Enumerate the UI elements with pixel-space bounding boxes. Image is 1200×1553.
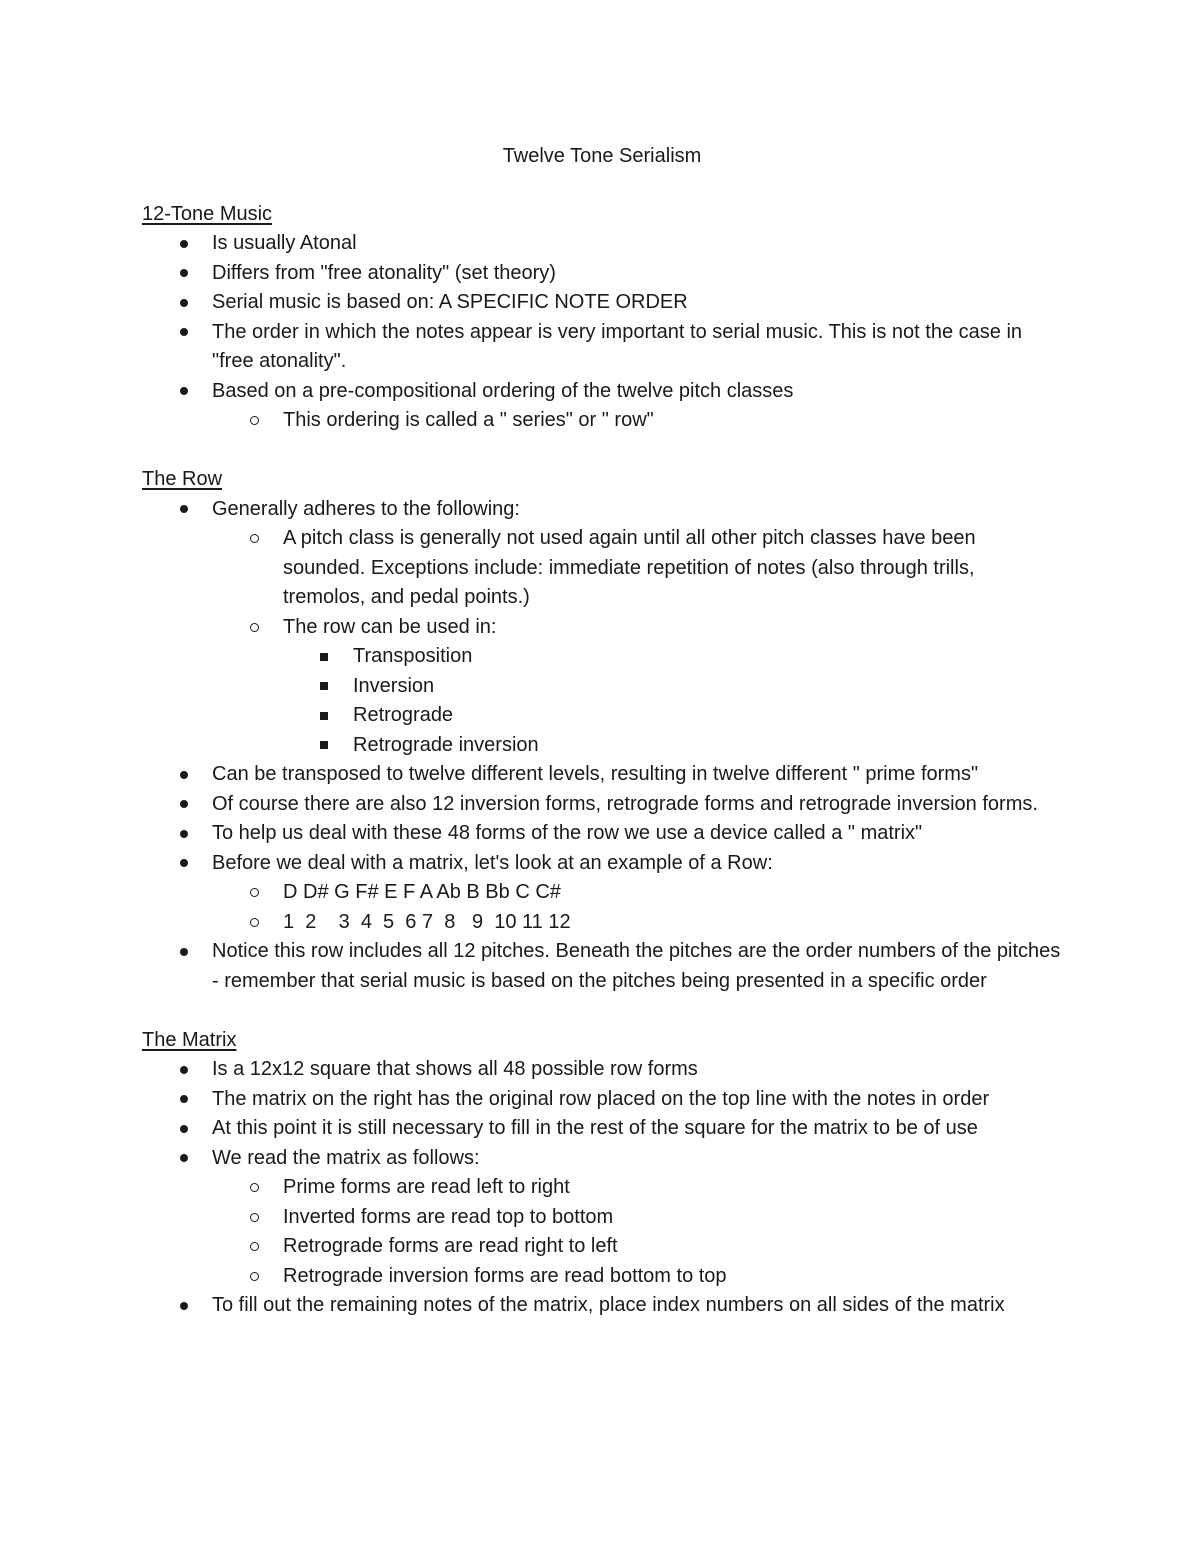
list-item xyxy=(142,1203,1062,1233)
list-item xyxy=(142,849,1062,879)
list-item-text: Notice this row includes all 12 pitches. Beneath the pitches are the order numbers of the pitches - remember that serial music is based on the pitches being presented in a specific order xyxy=(212,940,1066,992)
list-item xyxy=(142,1291,1062,1321)
list-item xyxy=(142,613,1062,643)
bullet-circle-icon xyxy=(246,1203,262,1233)
section xyxy=(142,1026,1062,1321)
bullet-list xyxy=(142,1055,1062,1321)
bullet-dot-icon xyxy=(176,819,192,849)
list-item xyxy=(142,406,1062,436)
bullet-dot-icon xyxy=(176,1085,192,1115)
list-item-text: A pitch class is generally not used again until all other pitch classes have been sounded. Exceptions include: immediate repetition of notes (also through trills, tremolos, and pedal points.) xyxy=(283,527,982,608)
list-item xyxy=(142,642,1062,672)
bullet-dot-icon xyxy=(176,377,192,407)
section-heading: The Row xyxy=(142,468,223,490)
list-item-text: The row can be used in: xyxy=(283,615,497,638)
section xyxy=(142,465,1066,996)
bullet-dot-icon xyxy=(176,1291,192,1321)
list-item-text: Transposition xyxy=(353,645,473,667)
list-item xyxy=(142,1114,1062,1144)
bullet-circle-icon xyxy=(246,908,262,938)
list-item xyxy=(142,318,1062,377)
bullet-dot-icon xyxy=(176,849,192,879)
list-item-text: The order in which the notes appear is very important to serial music. This is not the case in "free atonality". xyxy=(212,320,1028,372)
bullet-square-icon xyxy=(316,672,332,702)
list-item xyxy=(142,1173,1062,1203)
list-item-text: Prime forms are read left to right xyxy=(283,1176,570,1198)
bullet-dot-icon xyxy=(176,259,192,289)
section-heading: The Matrix xyxy=(142,1028,237,1051)
bullet-circle-icon xyxy=(246,878,262,908)
section-heading: 12-Tone Music xyxy=(142,202,273,225)
document-page xyxy=(142,142,1066,1350)
list-item-text: 1 2 3 4 5 6 7 8 9 10 11 12 xyxy=(283,910,571,933)
document-title: Twelve Tone Serialism xyxy=(502,145,702,167)
bullet-square-icon xyxy=(316,642,332,672)
list-item xyxy=(142,229,1062,259)
list-item-text: This ordering is called a " series" or " row" xyxy=(283,409,654,431)
list-item-text: Differs from "free atonality" (set theory) xyxy=(212,261,556,284)
list-item-text: We read the matrix as follows: xyxy=(212,1146,480,1169)
document-body xyxy=(142,200,1066,1321)
list-item xyxy=(142,1085,1062,1115)
list-item xyxy=(142,819,1062,849)
list-item xyxy=(142,1055,1062,1085)
list-item xyxy=(142,1232,1062,1262)
list-item-text: Is usually Atonal xyxy=(212,232,357,254)
bullet-list xyxy=(142,495,1066,997)
list-item xyxy=(142,731,1062,761)
bullet-dot-icon xyxy=(176,229,192,259)
bullet-circle-icon xyxy=(246,1232,262,1262)
list-item xyxy=(142,1262,1062,1292)
list-item-text: To help us deal with these 48 forms of the row we use a device called a " matrix" xyxy=(212,822,923,844)
list-item-text: Before we deal with a matrix, let's look at an example of a Row: xyxy=(212,851,773,874)
list-item xyxy=(142,937,1066,996)
list-item-text: D D# G F# E F A Ab B Bb C C# xyxy=(283,881,561,903)
list-item xyxy=(142,377,1062,407)
section xyxy=(142,200,1062,436)
bullet-dot-icon xyxy=(176,937,192,967)
bullet-circle-icon xyxy=(246,1173,262,1203)
bullet-dot-icon xyxy=(176,1114,192,1144)
bullet-dot-icon xyxy=(176,288,192,318)
bullet-square-icon xyxy=(316,731,332,761)
bullet-circle-icon xyxy=(246,406,262,436)
list-item-text: Serial music is based on: A SPECIFIC NOTE ORDER xyxy=(212,291,688,313)
list-item-text: Retrograde inversion forms are read bottom to top xyxy=(283,1264,727,1287)
list-item-text: Of course there are also 12 inversion forms, retrograde forms and retrograde inversion forms. xyxy=(212,792,1038,815)
list-item xyxy=(142,495,1062,525)
list-item xyxy=(142,1144,1062,1174)
list-item-text: Retrograde inversion xyxy=(353,733,539,756)
bullet-square-icon xyxy=(316,701,332,731)
list-item xyxy=(142,672,1062,702)
list-item-text: Inverted forms are read top to bottom xyxy=(283,1205,614,1228)
list-item-text: Generally adheres to the following: xyxy=(212,497,520,520)
list-item-text: Based on a pre-compositional ordering of the twelve pitch classes xyxy=(212,379,794,402)
list-item xyxy=(142,878,1062,908)
list-item xyxy=(142,524,1062,613)
list-item-text: Can be transposed to twelve different levels, resulting in twelve different " prime forms" xyxy=(212,763,979,785)
list-item-text: Retrograde xyxy=(353,704,454,726)
bullet-circle-icon xyxy=(246,524,262,554)
bullet-dot-icon xyxy=(176,318,192,348)
bullet-dot-icon xyxy=(176,1055,192,1085)
list-item xyxy=(142,288,1062,318)
list-item-text: To fill out the remaining notes of the matrix, place index numbers on all sides of the matrix xyxy=(212,1294,1005,1316)
bullet-circle-icon xyxy=(246,1262,262,1292)
list-item-text: At this point it is still necessary to fill in the rest of the square for the matrix to be of use xyxy=(212,1117,978,1139)
bullet-circle-icon xyxy=(246,613,262,643)
list-item xyxy=(142,701,1062,731)
bullet-dot-icon xyxy=(176,790,192,820)
list-item-text: The matrix on the right has the original row placed on the top line with the notes in order xyxy=(212,1087,990,1110)
bullet-dot-icon xyxy=(176,1144,192,1174)
bullet-list xyxy=(142,229,1062,436)
list-item xyxy=(142,760,1062,790)
bullet-dot-icon xyxy=(176,760,192,790)
list-item-text: Retrograde forms are read right to left xyxy=(283,1235,618,1257)
list-item xyxy=(142,908,1062,938)
bullet-dot-icon xyxy=(176,495,192,525)
list-item-text: Inversion xyxy=(353,674,435,697)
list-item xyxy=(142,790,1062,820)
list-item-text: Is a 12x12 square that shows all 48 possible row forms xyxy=(212,1058,698,1080)
list-item xyxy=(142,259,1062,289)
